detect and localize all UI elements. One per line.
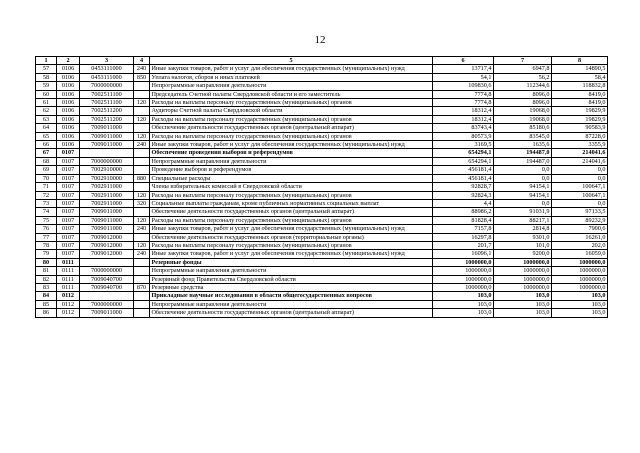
row-number-cell: 58: [36, 73, 57, 81]
target-article-cell: [80, 149, 134, 157]
amount-cell: 14890,5: [552, 65, 608, 73]
amount-cell: 3169,5: [433, 141, 494, 149]
row-number-cell: 74: [36, 208, 57, 216]
amount-cell: 1000000,0: [433, 283, 494, 291]
target-article-cell: 7002511100: [80, 90, 134, 98]
table-row: [36, 199, 608, 207]
amount-cell: 8096,0: [494, 99, 552, 107]
table-row: [36, 149, 608, 157]
row-number-cell: 63: [36, 115, 57, 123]
target-article-cell: 7009011000: [80, 141, 134, 149]
target-article-cell: 7009040700: [80, 275, 134, 283]
row-number-cell: 69: [36, 166, 57, 174]
table-row: [36, 183, 608, 191]
row-number-cell: 73: [36, 199, 57, 207]
amount-cell: 0,0: [552, 174, 608, 182]
section-code-cell: 0106: [57, 90, 80, 98]
amount-cell: 8419,0: [552, 99, 608, 107]
section-code-cell: 0107: [57, 157, 80, 165]
target-article-cell: 7009012000: [80, 250, 134, 258]
table-row: [36, 174, 608, 182]
column-header: 6: [433, 57, 494, 65]
expense-type-cell: [134, 309, 150, 317]
table-row: [36, 141, 608, 149]
amount-cell: 7774,8: [433, 99, 494, 107]
description-cell: Обеспечение деятельности государственных органов (территориальные органы): [150, 233, 433, 241]
description-cell: Расходы на выплаты персоналу государственных (муниципальных) органов: [150, 216, 433, 224]
row-number-cell: 77: [36, 233, 57, 241]
amount-cell: 103,0: [433, 309, 494, 317]
section-code-cell: 0107: [57, 208, 80, 216]
expense-type-cell: [134, 107, 150, 115]
amount-cell: 16096,1: [433, 250, 494, 258]
amount-cell: 1000000,0: [494, 258, 552, 266]
amount-cell: 13717,4: [433, 65, 494, 73]
column-header: 3: [80, 57, 134, 65]
target-article-cell: 7009012000: [80, 241, 134, 249]
amount-cell: 1000000,0: [433, 258, 494, 266]
section-code-cell: 0107: [57, 149, 80, 157]
target-article-cell: 0453111000: [80, 65, 134, 73]
column-header: 8: [552, 57, 608, 65]
amount-cell: 19068,0: [494, 115, 552, 123]
amount-cell: 654294,1: [433, 149, 494, 157]
description-cell: Члены избирательных комиссий в Свердловской области: [150, 183, 433, 191]
amount-cell: 1000000,0: [552, 283, 608, 291]
expense-type-cell: [134, 292, 150, 300]
amount-cell: 85180,6: [494, 124, 552, 132]
table-row: [36, 115, 608, 123]
amount-cell: 19068,0: [494, 107, 552, 115]
amount-cell: 16261,0: [552, 233, 608, 241]
table-row: [36, 90, 608, 98]
target-article-cell: 7002511200: [80, 107, 134, 115]
table-row: [36, 157, 608, 165]
target-article-cell: 7009011000: [80, 216, 134, 224]
expense-type-cell: [134, 300, 150, 308]
expense-type-cell: [134, 82, 150, 90]
description-cell: Иные закупки товаров, работ и услуг для обеспечения государственных (муниципальных) нужд: [150, 225, 433, 233]
amount-cell: 89232,9: [552, 216, 608, 224]
amount-cell: 80573,9: [433, 132, 494, 140]
target-article-cell: 7009011000: [80, 132, 134, 140]
description-cell: Расходы на выплаты персоналу государственных (муниципальных) органов: [150, 99, 433, 107]
target-article-cell: 7009011000: [80, 208, 134, 216]
amount-cell: 654294,1: [433, 157, 494, 165]
section-code-cell: 0107: [57, 233, 80, 241]
description-cell: Непрограммные направления деятельности: [150, 157, 433, 165]
amount-cell: 456181,4: [433, 166, 494, 174]
expense-type-cell: [134, 208, 150, 216]
expense-type-cell: [134, 275, 150, 283]
page-number: 12: [314, 34, 326, 46]
amount-cell: 9200,0: [494, 250, 552, 258]
amount-cell: 214041,6: [552, 157, 608, 165]
section-code-cell: 0107: [57, 199, 80, 207]
row-number-cell: 57: [36, 65, 57, 73]
section-code-cell: 0106: [57, 65, 80, 73]
amount-cell: 103,0: [552, 300, 608, 308]
amount-cell: 83545,0: [494, 132, 552, 140]
section-code-cell: 0107: [57, 174, 80, 182]
section-code-cell: 0106: [57, 107, 80, 115]
description-cell: Проведение выборов и референдумов: [150, 166, 433, 174]
description-cell: Председатель Счетной палаты Свердловской области и его заместитель: [150, 90, 433, 98]
row-number-cell: 62: [36, 107, 57, 115]
column-header: 4: [134, 57, 150, 65]
amount-cell: 16297,8: [433, 233, 494, 241]
target-article-cell: 7002511200: [80, 115, 134, 123]
amount-cell: 1000000,0: [433, 275, 494, 283]
description-cell: Аудиторы Счетной палаты Свердловской области: [150, 107, 433, 115]
amount-cell: 1000000,0: [552, 275, 608, 283]
section-code-cell: 0107: [57, 250, 80, 258]
amount-cell: 103,0: [494, 292, 552, 300]
amount-cell: 3355,9: [552, 141, 608, 149]
table-row: [36, 267, 608, 275]
amount-cell: 83743,4: [433, 124, 494, 132]
description-cell: Обеспечение проведения выборов и референдумов: [150, 149, 433, 157]
amount-cell: 1000000,0: [494, 275, 552, 283]
section-code-cell: 0106: [57, 115, 80, 123]
table-row: [36, 300, 608, 308]
table-row: [36, 309, 608, 317]
amount-cell: 194487,0: [494, 157, 552, 165]
expense-type-cell: 120: [134, 241, 150, 249]
row-number-cell: 75: [36, 216, 57, 224]
expense-type-cell: 240: [134, 65, 150, 73]
amount-cell: 88986,2: [433, 208, 494, 216]
amount-cell: 94154,1: [494, 183, 552, 191]
description-cell: Расходы на выплаты персоналу государственных (муниципальных) органов: [150, 241, 433, 249]
table-row: [36, 166, 608, 174]
amount-cell: 103,0: [494, 300, 552, 308]
amount-cell: 100647,1: [552, 183, 608, 191]
description-cell: Социальные выплаты гражданам, кроме публичных нормативных социальных выплат: [150, 199, 433, 207]
expense-type-cell: 870: [134, 283, 150, 291]
table-row: [36, 233, 608, 241]
table-row: [36, 283, 608, 291]
amount-cell: 103,0: [552, 309, 608, 317]
row-number-cell: 59: [36, 82, 57, 90]
amount-cell: 94154,1: [494, 191, 552, 199]
target-article-cell: 7000000000: [80, 300, 134, 308]
amount-cell: 1000000,0: [552, 267, 608, 275]
amount-cell: 90583,9: [552, 124, 608, 132]
description-cell: Обеспечение деятельности государственных органов (центральный аппарат): [150, 124, 433, 132]
column-header: 2: [57, 57, 80, 65]
description-cell: Обеспечение деятельности государственных органов (центральный аппарат): [150, 309, 433, 317]
row-number-cell: 68: [36, 157, 57, 165]
amount-cell: 7900,6: [552, 225, 608, 233]
table-row: [36, 241, 608, 249]
section-code-cell: 0107: [57, 183, 80, 191]
row-number-cell: 61: [36, 99, 57, 107]
section-code-cell: 0112: [57, 309, 80, 317]
amount-cell: 201,7: [433, 241, 494, 249]
amount-cell: 100647,1: [552, 191, 608, 199]
amount-cell: 6947,8: [494, 65, 552, 73]
amount-cell: 4,4: [433, 199, 494, 207]
description-cell: Иные закупки товаров, работ и услуг для обеспечения государственных (муниципальных) нужд: [150, 141, 433, 149]
section-code-cell: 0106: [57, 124, 80, 132]
table-row: [36, 132, 608, 140]
amount-cell: 0,0: [552, 199, 608, 207]
expense-type-cell: [134, 157, 150, 165]
section-code-cell: 0107: [57, 216, 80, 224]
section-code-cell: 0111: [57, 275, 80, 283]
amount-cell: 16059,0: [552, 250, 608, 258]
section-code-cell: 0111: [57, 283, 80, 291]
amount-cell: 7157,8: [433, 225, 494, 233]
expense-type-cell: 880: [134, 174, 150, 182]
table-row: [36, 65, 608, 73]
amount-cell: 87228,0: [552, 132, 608, 140]
amount-cell: 54,1: [433, 73, 494, 81]
row-number-cell: 80: [36, 258, 57, 266]
amount-cell: 56,2: [494, 73, 552, 81]
description-cell: Резервные средства: [150, 283, 433, 291]
expense-type-cell: 240: [134, 225, 150, 233]
amount-cell: 1000000,0: [552, 258, 608, 266]
amount-cell: 18312,4: [433, 115, 494, 123]
table-row: [36, 216, 608, 224]
amount-cell: 103,0: [433, 300, 494, 308]
budget-table: [35, 56, 608, 318]
section-code-cell: 0106: [57, 82, 80, 90]
target-article-cell: 7000000000: [80, 157, 134, 165]
row-number-cell: 60: [36, 90, 57, 98]
amount-cell: 2814,8: [494, 225, 552, 233]
row-number-cell: 86: [36, 309, 57, 317]
target-article-cell: 7002911000: [80, 191, 134, 199]
description-cell: Резервные фонды: [150, 258, 433, 266]
table-row: [36, 107, 608, 115]
table-row: [36, 250, 608, 258]
amount-cell: 456181,4: [433, 174, 494, 182]
amount-cell: 97133,5: [552, 208, 608, 216]
table-row: [36, 191, 608, 199]
table-body: [36, 65, 608, 317]
table-row: [36, 258, 608, 266]
description-cell: Прикладные научные исследования в области общегосударственных вопросов: [150, 292, 433, 300]
description-cell: Иные закупки товаров, работ и услуг для обеспечения государственных (муниципальных) нужд: [150, 250, 433, 258]
description-cell: Непрограммные направления деятельности: [150, 267, 433, 275]
row-number-cell: 76: [36, 225, 57, 233]
amount-cell: 19829,9: [552, 115, 608, 123]
column-header: 5: [150, 57, 433, 65]
amount-cell: 0,0: [494, 166, 552, 174]
amount-cell: 112344,6: [494, 82, 552, 90]
amount-cell: 8419,0: [552, 90, 608, 98]
section-code-cell: 0107: [57, 191, 80, 199]
amount-cell: 103,0: [433, 292, 494, 300]
section-code-cell: 0107: [57, 241, 80, 249]
amount-cell: 9301,0: [494, 233, 552, 241]
expense-type-cell: [134, 267, 150, 275]
description-cell: Обеспечение деятельности государственных органов (центральный аппарат): [150, 208, 433, 216]
expense-type-cell: 320: [134, 199, 150, 207]
amount-cell: 1000000,0: [494, 267, 552, 275]
target-article-cell: 7002911000: [80, 199, 134, 207]
expense-type-cell: 120: [134, 115, 150, 123]
amount-cell: 214041,6: [552, 149, 608, 157]
section-code-cell: 0106: [57, 99, 80, 107]
table-row: [36, 292, 608, 300]
amount-cell: 0,0: [494, 199, 552, 207]
expense-type-cell: 120: [134, 99, 150, 107]
amount-cell: 81828,4: [433, 216, 494, 224]
description-cell: Уплата налогов, сборов и иных платежей: [150, 73, 433, 81]
description-cell: Расходы на выплаты персоналу государственных (муниципальных) органов: [150, 132, 433, 140]
expense-type-cell: 120: [134, 132, 150, 140]
row-number-cell: 81: [36, 267, 57, 275]
row-number-cell: 70: [36, 174, 57, 182]
target-article-cell: 7000000000: [80, 82, 134, 90]
target-article-cell: [80, 258, 134, 266]
row-number-cell: 72: [36, 191, 57, 199]
amount-cell: 103,0: [494, 309, 552, 317]
amount-cell: 109830,6: [433, 82, 494, 90]
table-row: [36, 225, 608, 233]
row-number-cell: 71: [36, 183, 57, 191]
description-cell: Резервный фонд Правительства Свердловской области: [150, 275, 433, 283]
row-number-cell: 66: [36, 141, 57, 149]
amount-cell: 194487,0: [494, 149, 552, 157]
amount-cell: 1000000,0: [494, 283, 552, 291]
target-article-cell: 7009040700: [80, 283, 134, 291]
amount-cell: 101,0: [494, 241, 552, 249]
amount-cell: 8096,0: [494, 90, 552, 98]
expense-type-cell: [134, 90, 150, 98]
amount-cell: 58,4: [552, 73, 608, 81]
amount-cell: 91031,9: [494, 208, 552, 216]
amount-cell: 88217,1: [494, 216, 552, 224]
amount-cell: 103,0: [552, 292, 608, 300]
target-article-cell: 7000000000: [80, 267, 134, 275]
description-cell: Специальные расходы: [150, 174, 433, 182]
expense-type-cell: 240: [134, 141, 150, 149]
amount-cell: 0,0: [494, 174, 552, 182]
expense-type-cell: [134, 149, 150, 157]
expense-type-cell: [134, 166, 150, 174]
row-number-cell: 84: [36, 292, 57, 300]
target-article-cell: 7009011000: [80, 309, 134, 317]
section-code-cell: 0106: [57, 132, 80, 140]
section-code-cell: 0111: [57, 267, 80, 275]
target-article-cell: 7002511100: [80, 99, 134, 107]
table-row: [36, 124, 608, 132]
target-article-cell: 7002910000: [80, 166, 134, 174]
expense-type-cell: 850: [134, 73, 150, 81]
column-header: 7: [494, 57, 552, 65]
section-code-cell: 0112: [57, 300, 80, 308]
row-number-cell: 65: [36, 132, 57, 140]
column-header: 1: [36, 57, 57, 65]
description-cell: Расходы на выплаты персоналу государственных (муниципальных) органов: [150, 115, 433, 123]
section-code-cell: 0107: [57, 225, 80, 233]
description-cell: Непрограммные направления деятельности: [150, 82, 433, 90]
row-number-cell: 67: [36, 149, 57, 157]
expense-type-cell: [134, 183, 150, 191]
section-code-cell: 0106: [57, 141, 80, 149]
amount-cell: 18312,4: [433, 107, 494, 115]
target-article-cell: 7002910000: [80, 174, 134, 182]
table-row: [36, 73, 608, 81]
target-article-cell: 7009012000: [80, 233, 134, 241]
section-code-cell: 0107: [57, 166, 80, 174]
row-number-cell: 78: [36, 241, 57, 249]
target-article-cell: 7009011000: [80, 225, 134, 233]
table-header-row: [36, 57, 608, 65]
amount-cell: 19829,9: [552, 107, 608, 115]
amount-cell: 0,0: [552, 166, 608, 174]
amount-cell: 202,0: [552, 241, 608, 249]
target-article-cell: 7002911000: [80, 183, 134, 191]
target-article-cell: [80, 292, 134, 300]
table-row: [36, 99, 608, 107]
expense-type-cell: [134, 233, 150, 241]
table-row: [36, 208, 608, 216]
amount-cell: 1000000,0: [433, 267, 494, 275]
row-number-cell: 79: [36, 250, 57, 258]
description-cell: Иные закупки товаров, работ и услуг для обеспечения государственных (муниципальных) нужд: [150, 65, 433, 73]
description-cell: Непрограммные направления деятельности: [150, 300, 433, 308]
row-number-cell: 85: [36, 300, 57, 308]
section-code-cell: 0106: [57, 73, 80, 81]
amount-cell: 118832,8: [552, 82, 608, 90]
description-cell: Расходы на выплаты персоналу государственных (муниципальных) органов: [150, 191, 433, 199]
amount-cell: 7774,8: [433, 90, 494, 98]
section-code-cell: 0111: [57, 258, 80, 266]
target-article-cell: 0453111000: [80, 73, 134, 81]
row-number-cell: 82: [36, 275, 57, 283]
row-number-cell: 83: [36, 283, 57, 291]
section-code-cell: 0112: [57, 292, 80, 300]
table-row: [36, 82, 608, 90]
expense-type-cell: 120: [134, 216, 150, 224]
expense-type-cell: [134, 258, 150, 266]
amount-cell: 92824,3: [433, 191, 494, 199]
expense-type-cell: 240: [134, 250, 150, 258]
expense-type-cell: 120: [134, 191, 150, 199]
amount-cell: 1635,6: [494, 141, 552, 149]
row-number-cell: 64: [36, 124, 57, 132]
expense-type-cell: [134, 124, 150, 132]
amount-cell: 92828,7: [433, 183, 494, 191]
table-row: [36, 275, 608, 283]
target-article-cell: 7009011000: [80, 124, 134, 132]
